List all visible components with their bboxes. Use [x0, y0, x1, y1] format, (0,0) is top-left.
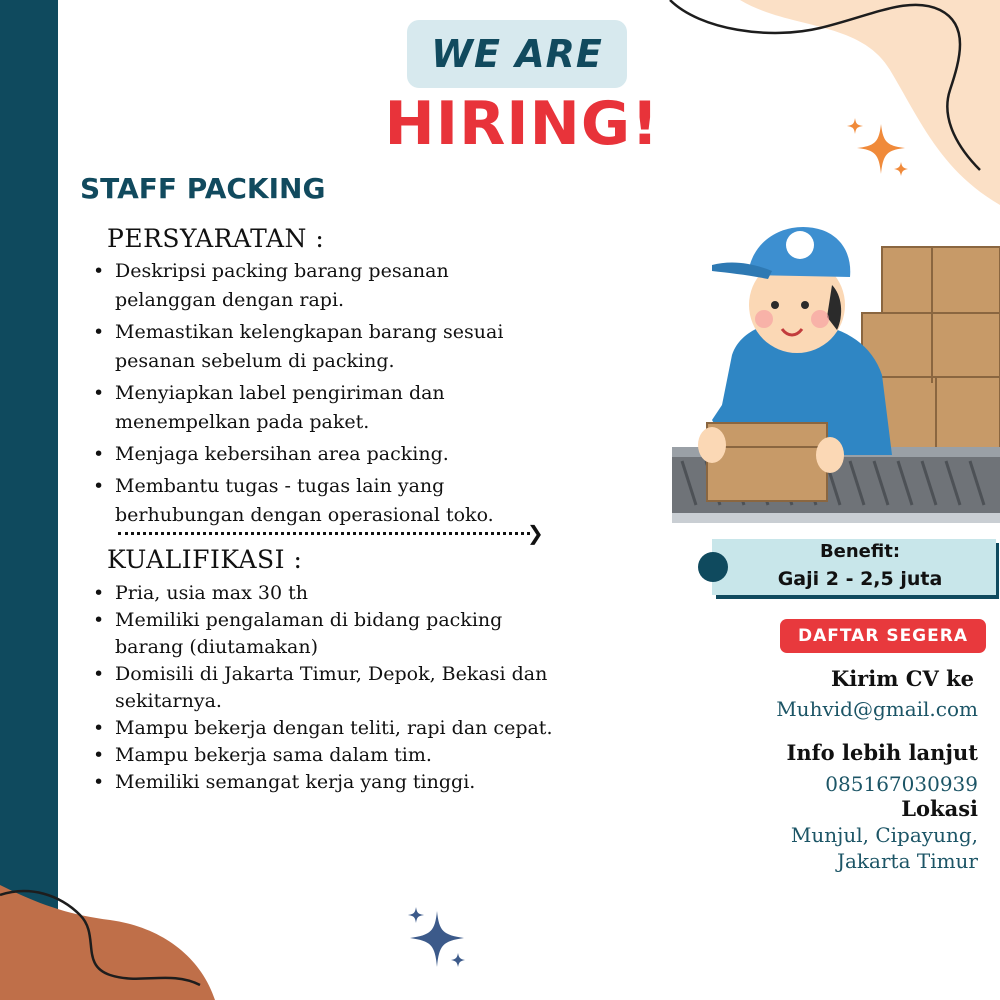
- worker-illustration: [672, 205, 1000, 535]
- apply-now-badge: DAFTAR SEGERA: [780, 619, 986, 653]
- bottom-left-decoration: [0, 865, 230, 1000]
- list-item: • Membantu tugas - tugas lain yang berhubungan dengan operasional toko.: [93, 472, 553, 530]
- list-item: • Mampu bekerja sama dalam tim.: [93, 742, 553, 769]
- contact-email: Muhvid@gmail.com: [776, 697, 978, 721]
- cv-label: Kirim CV ke: [830, 666, 974, 691]
- list-item: • Menyiapkan label pengiriman dan menempelkan pada paket.: [93, 379, 553, 437]
- list-item: • Memiliki pengalaman di bidang packing barang (diutamakan): [93, 607, 553, 661]
- list-item: • Mampu bekerja dengan teliti, rapi dan cepat.: [93, 715, 553, 742]
- arrow-right-icon: ❯: [527, 521, 544, 545]
- benefit-value: Gaji 2 - 2,5 juta: [777, 568, 943, 590]
- list-item: • Memastikan kelengkapan barang sesuai pesanan sebelum di packing.: [93, 318, 553, 376]
- contact-phone: 085167030939: [825, 772, 978, 796]
- job-title: STAFF PACKING: [80, 172, 326, 205]
- qualifications-heading: KUALIFIKASI :: [107, 545, 303, 574]
- location-line: Jakarta Timur: [836, 849, 978, 873]
- headline-hiring: HIRING!: [384, 89, 660, 159]
- qualifications-list: [93, 580, 553, 796]
- dot-icon: [698, 552, 728, 582]
- list-item: • Pria, usia max 30 th: [93, 580, 553, 607]
- headline-we-are: WE ARE: [431, 32, 603, 76]
- list-item: • Deskripsi packing barang pesanan pelanggan dengan rapi.: [93, 257, 553, 315]
- requirements-list: [93, 257, 553, 533]
- location-label: Lokasi: [901, 796, 978, 821]
- info-label: Info lebih lanjut: [786, 740, 978, 765]
- sparkle-icon: [402, 905, 472, 975]
- list-item: • Memiliki semangat kerja yang tinggi.: [93, 769, 553, 796]
- location-line: Munjul, Cipayung,: [790, 823, 978, 847]
- benefit-label: Benefit:: [819, 541, 901, 562]
- left-accent-strip: [0, 0, 58, 1000]
- top-right-decoration: [660, 0, 1000, 215]
- section-divider: [118, 532, 530, 535]
- requirements-heading: PERSYARATAN :: [107, 224, 325, 253]
- list-item: • Menjaga kebersihan area packing.: [93, 440, 553, 469]
- sparkle-icon: [843, 116, 913, 186]
- list-item: • Domisili di Jakarta Timur, Depok, Bekasi dan sekitarnya.: [93, 661, 553, 715]
